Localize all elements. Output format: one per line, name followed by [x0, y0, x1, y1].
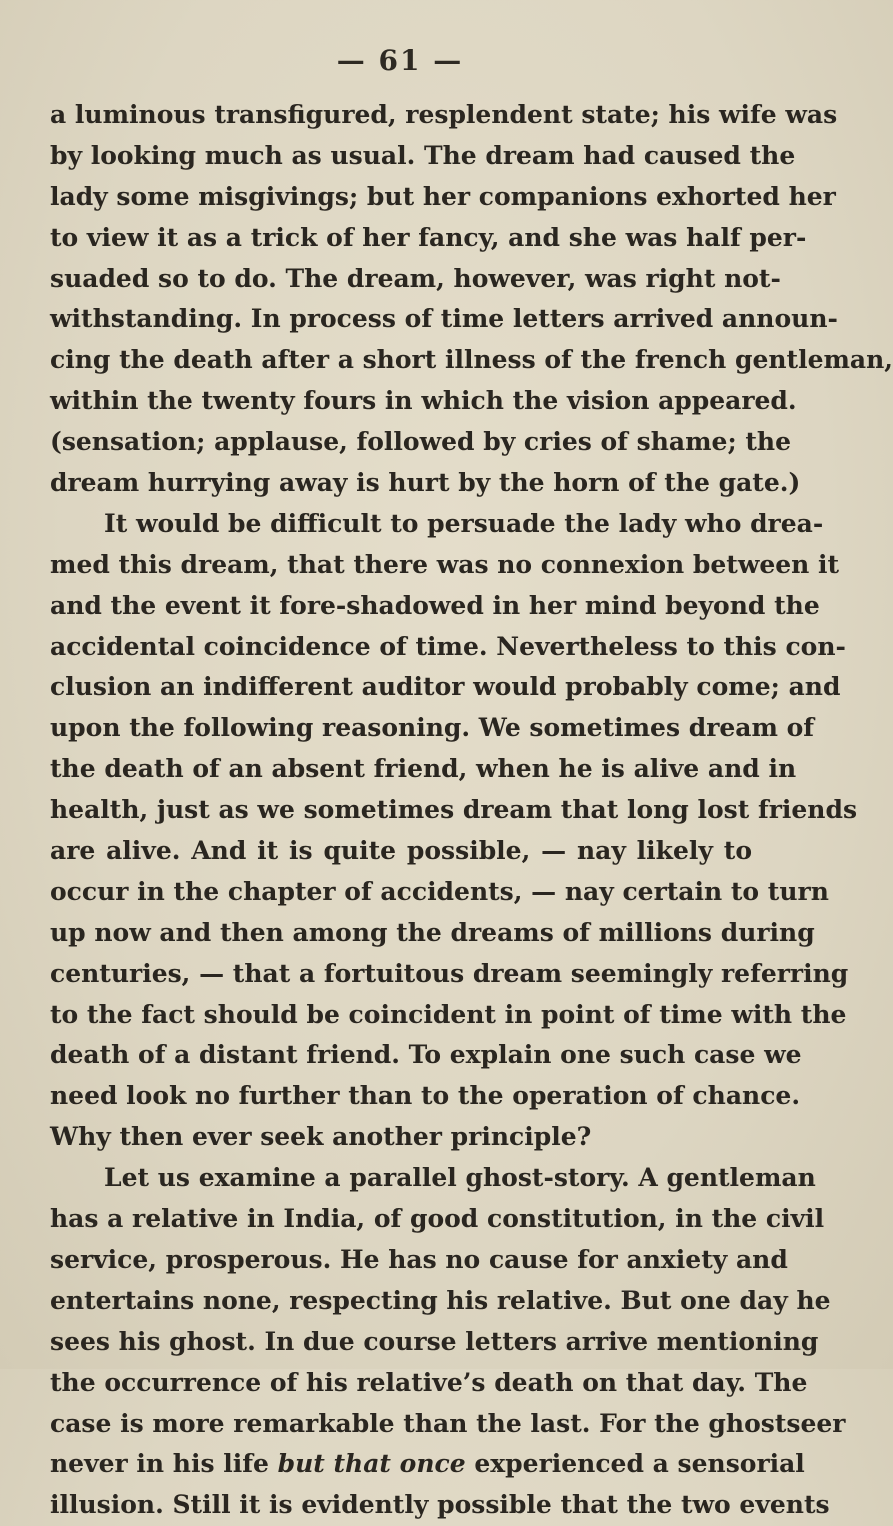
text-line: It would be difficult to persuade the lady who drea- — [104, 508, 824, 538]
text-line: are alive. And it is quite possible, — nay likely to — [50, 836, 752, 866]
text-segment: experienced a sensorial — [474, 1449, 805, 1479]
text-line: death of a distant friend. To explain one such case we — [50, 1040, 802, 1070]
text-line: to view it as a trick of her fancy, and she was half per- — [50, 222, 807, 252]
body-text — [50, 95, 893, 1526]
text-line: has a relative in India, of good constitution, in the civil — [50, 1204, 825, 1234]
text-line: to the fact should be coincident in point of time with the — [50, 999, 847, 1029]
text-line: occur in the chapter of accidents, — nay certain to turn — [50, 876, 829, 906]
text-line: the death of an absent friend, when he is alive and in — [50, 754, 797, 784]
text-line: need look no further than to the operation of chance. — [50, 1081, 801, 1111]
text-line: within the twenty fours in which the vision appeared. — [50, 386, 797, 416]
text-segment: never in his life — [50, 1449, 269, 1479]
text-line: case is more remarkable than the last. For the ghostseer — [50, 1408, 846, 1438]
text-line: service, prosperous. He has no cause for anxiety and — [50, 1244, 788, 1274]
text-line: illusion. Still it is evidently possible that the two events — [50, 1490, 830, 1520]
text-line: up now and then among the dreams of millions during — [50, 917, 815, 947]
page-number: — 61 — — [336, 44, 464, 77]
text-line: clusion an indifferent auditor would probably come; and — [50, 672, 841, 702]
text-line — [50, 1444, 805, 1485]
text-line: dream hurrying away is hurt by the horn of the gate.) — [50, 468, 801, 498]
text-line: withstanding. In process of time letters arrived announ- — [50, 304, 838, 334]
text-line: entertains none, respecting his relative. But one day he — [50, 1285, 831, 1315]
text-line: health, just as we sometimes dream that long lost friends — [50, 795, 858, 825]
text-line: suaded so to do. The dream, however, was right not- — [50, 263, 781, 293]
text-line: Why then ever seek another principle? — [50, 1122, 592, 1152]
text-line: accidental coincidence of time. Nevertheless to this con- — [50, 631, 846, 661]
text-line: a luminous transfigured, resplendent state; his wife was — [50, 100, 838, 129]
text-line: cing the death after a short illness of the french gentleman, — [50, 345, 893, 375]
text-line: the occurrence of his relative’s death on that day. The — [50, 1367, 808, 1397]
text-line: and the event it fore-shadowed in her mind beyond the — [50, 590, 820, 620]
text-line: sees his ghost. In due course letters arrive mentioning — [50, 1326, 819, 1356]
text-line: (sensation; applause, followed by cries of shame; the — [50, 427, 792, 457]
text-line: med this dream, that there was no connexion between it — [50, 549, 840, 579]
text-line: upon the following reasoning. We sometimes dream of — [50, 713, 815, 743]
text-line: by looking much as usual. The dream had caused the — [50, 140, 796, 170]
italic-phrase: but that once — [277, 1449, 466, 1479]
text-line: Let us examine a parallel ghost-story. A gentleman — [104, 1163, 816, 1193]
text-line: lady some misgivings; but her companions exhorted her — [50, 181, 836, 211]
text-line: centuries, — that a fortuitous dream seemingly referring — [50, 958, 849, 988]
